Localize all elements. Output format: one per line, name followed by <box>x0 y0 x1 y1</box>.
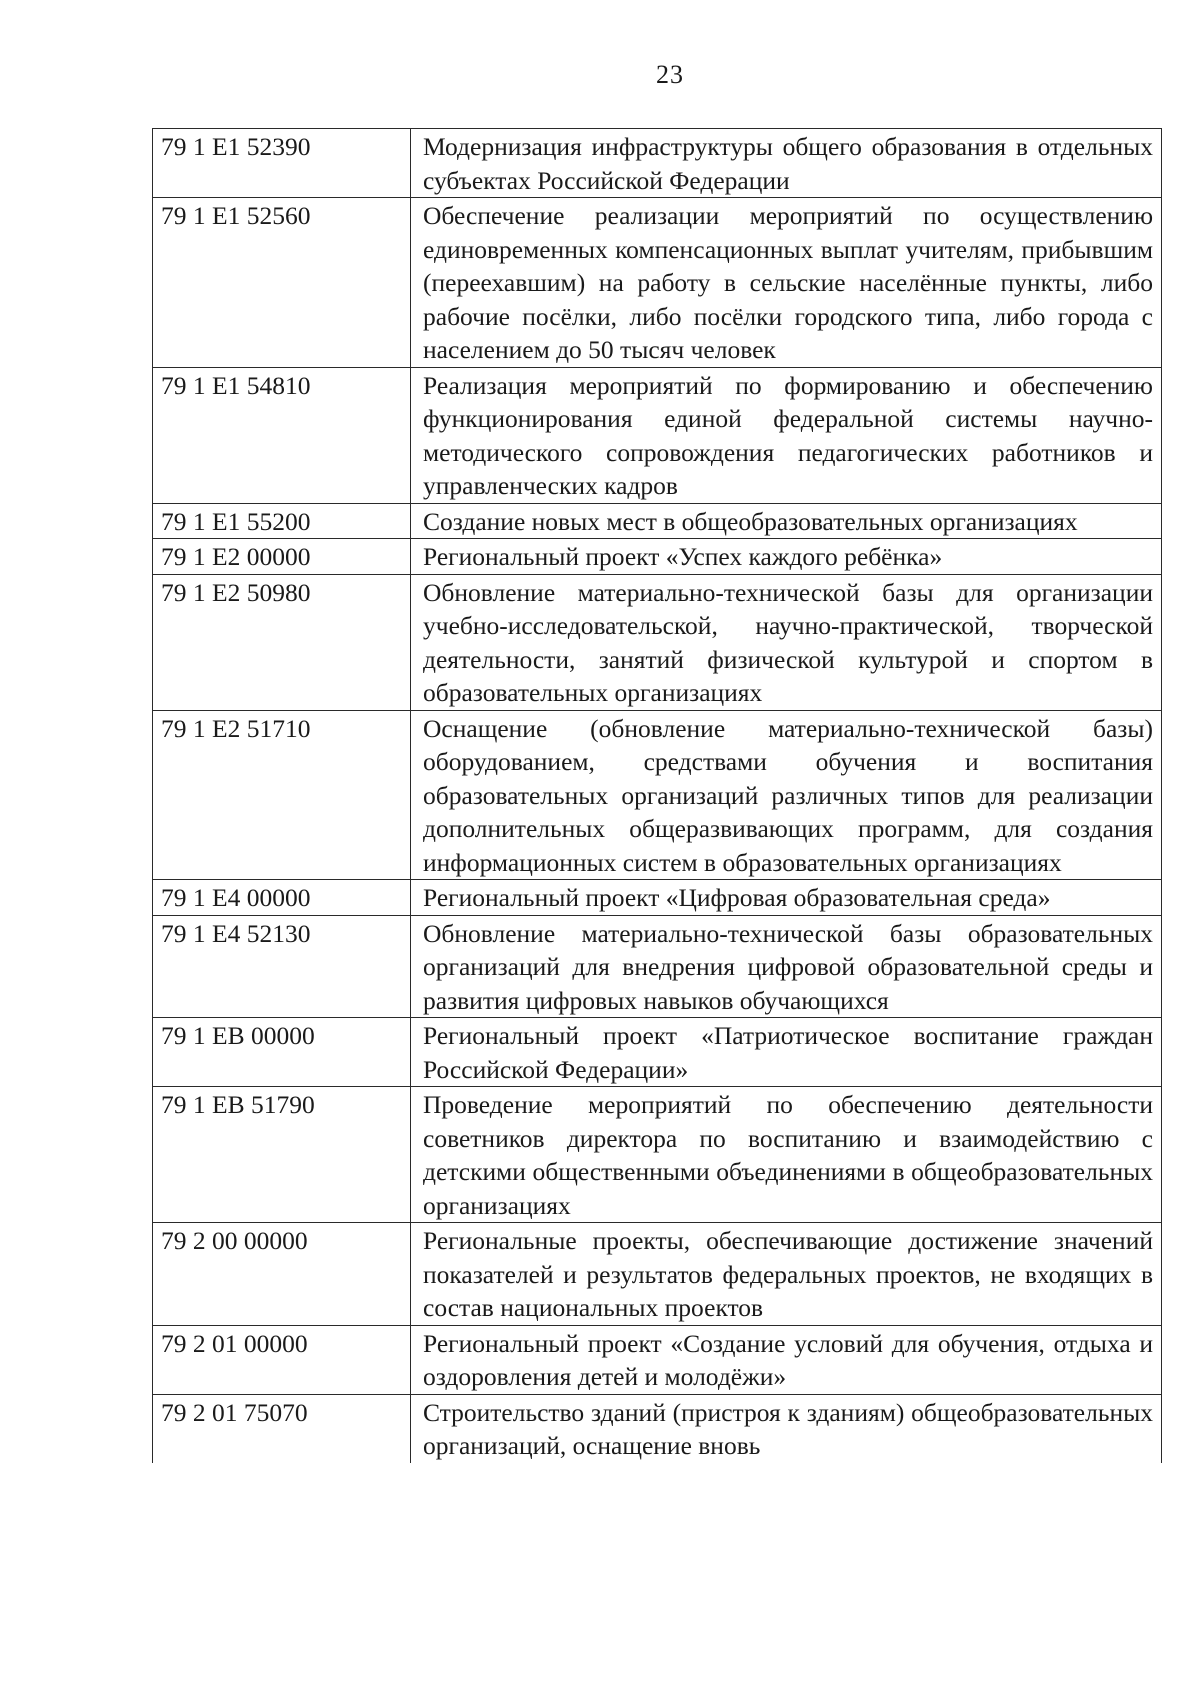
row-description: Обновление материально-технической базы образовательных организаций для внедрения цифровой образовательной среды и развития цифровых навыков обучающихся <box>411 915 1162 1018</box>
row-code: 79 2 01 00000 <box>153 1325 411 1394</box>
row-description: Реализация мероприятий по формированию и обеспечению функционирования единой федеральной системы научно-методического сопровождения педагогических работников и управленческих кадров <box>411 367 1162 503</box>
row-description: Строительство зданий (пристроя к зданиям) общеобразовательных организаций, оснащение вновь <box>411 1394 1162 1463</box>
page-number: 23 <box>656 60 684 89</box>
table-row <box>153 1394 1162 1463</box>
table-row <box>153 367 1162 503</box>
row-description: Оснащение (обновление материально-технической базы) оборудованием, средствами обучения и воспитания образовательных организаций различных типов для реализации дополнительных общеразвивающих программ, для создания информационных систем в образовательных организациях <box>411 710 1162 880</box>
row-code: 79 2 00 00000 <box>153 1223 411 1326</box>
row-description: Региональный проект «Создание условий для обучения, отдыха и оздоровления детей и молодёжи» <box>411 1325 1162 1394</box>
row-code: 79 1 E2 00000 <box>153 539 411 575</box>
row-description: Региональный проект «Патриотическое воспитание граждан Российской Федерации» <box>411 1018 1162 1087</box>
table-row <box>153 1325 1162 1394</box>
table-row <box>153 539 1162 575</box>
row-description: Проведение мероприятий по обеспечению деятельности советников директора по воспитанию и взаимодействию с детскими общественными объединениями в общеобразовательных организациях <box>411 1087 1162 1223</box>
row-description: Модернизация инфраструктуры общего образования в отдельных субъектах Российской Федерации <box>411 129 1162 198</box>
row-description: Региональные проекты, обеспечивающие достижение значений показателей и результатов федеральных проектов, не входящих в состав национальных проектов <box>411 1223 1162 1326</box>
budget-classification-table <box>152 128 1162 1463</box>
row-code: 79 1 E1 52560 <box>153 198 411 368</box>
row-code: 79 1 E2 51710 <box>153 710 411 880</box>
row-code: 79 1 E1 54810 <box>153 367 411 503</box>
row-description: Обновление материально-технической базы для организации учебно-исследовательской, научно-практической, творческой деятельности, занятий физической культурой и спортом в образовательных организациях <box>411 574 1162 710</box>
row-code: 79 1 E4 52130 <box>153 915 411 1018</box>
row-code: 79 1 E1 55200 <box>153 503 411 539</box>
row-description: Региональный проект «Успех каждого ребёнка» <box>411 539 1162 575</box>
table-row <box>153 880 1162 916</box>
table-row <box>153 1223 1162 1326</box>
table-row <box>153 710 1162 880</box>
table-row <box>153 129 1162 198</box>
table-row <box>153 503 1162 539</box>
table-row <box>153 198 1162 368</box>
row-code: 79 1 E1 52390 <box>153 129 411 198</box>
table-row <box>153 574 1162 710</box>
row-description: Создание новых мест в общеобразовательных организациях <box>411 503 1162 539</box>
table-row <box>153 1018 1162 1087</box>
row-code: 79 1 E4 00000 <box>153 880 411 916</box>
row-code: 79 1 EB 51790 <box>153 1087 411 1223</box>
table-row <box>153 1087 1162 1223</box>
row-code: 79 2 01 75070 <box>153 1394 411 1463</box>
row-code: 79 1 EB 00000 <box>153 1018 411 1087</box>
row-code: 79 1 E2 50980 <box>153 574 411 710</box>
row-description: Региональный проект «Цифровая образовательная среда» <box>411 880 1162 916</box>
row-description: Обеспечение реализации мероприятий по осуществлению единовременных компенсационных выплат учителям, прибывшим (переехавшим) на работу в сельские населённые пункты, либо рабочие посёлки, либо посёлки городского типа, либо города с населением до 50 тысяч человек <box>411 198 1162 368</box>
table-row <box>153 915 1162 1018</box>
